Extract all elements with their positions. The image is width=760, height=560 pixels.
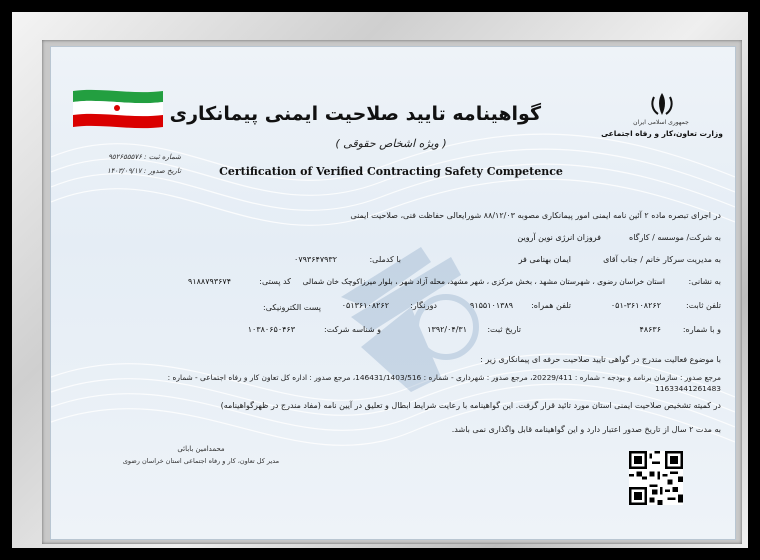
validity-line: به مدت ۲ سال از تاریخ صدور اعتبار دارد و این گواهینامه قابل واگذاری نمی باشد.: [451, 425, 721, 434]
ministry-line2: وزارت تعاون،کار و رفاه اجتماعی: [601, 129, 723, 138]
national-code-label: با کدملی:: [369, 255, 401, 264]
address-value: استان خراسان رضوی ، شهرستان مشهد ، بخش مرکزی ، شهر مشهد، محله آزاد شهر ، بلوار میرزاکوچک خان شمالی: [302, 277, 665, 286]
reg-date-value: ۱۳۹۲/۰۴/۳۱: [427, 325, 467, 334]
signer-name: محمدامین بابائی: [177, 445, 225, 453]
address-label: به نشانی:: [688, 277, 721, 286]
company-value: فروزان انرژی نوین آروین: [517, 233, 601, 242]
registration-number: شماره ثبت : ۹۵۲۶۵۵۵۷۶: [108, 153, 181, 161]
company-label: به شرکت/ موسسه / کارگاه: [629, 233, 721, 242]
number-value: ۴۸۶۳۶: [639, 325, 661, 334]
intro-text: در اجرای تبصره ماده ۲ آئین نامه ایمنی امور پیمانکاری مصوبه ۸۸/۱۲/۰۳ شورایعالی حفاظت فنی، صلاحیت ایمنی: [350, 211, 721, 220]
certificate-subtitle: ( ویژه اشخاص حقوقی ): [335, 137, 447, 150]
postal-label: کد پستی:: [259, 277, 291, 286]
reference-line1: مرجع صدور : سازمان برنامه و بودجه - شماره : 20229/411، مرجع صدور : شهرداری - شماره : 146431/1403/516، مرجع صدور : اداره کل تعاون کار و رفاه اجتماعی - شماره :: [167, 373, 721, 382]
company-id-value: ۱۰۳۸۰۶۵۰۴۶۳: [247, 325, 295, 334]
qr-code-icon: [629, 451, 683, 505]
signer-title: مدیر کل تعاون، کار و رفاه اجتماعی استان خراسان رضوی: [122, 457, 280, 465]
number-label: و با شماره:: [682, 325, 721, 334]
phone-label: تلفن ثابت:: [686, 301, 721, 310]
email-label: پست الکترونیکی:: [263, 303, 321, 312]
reference-line2: 11633441261483: [655, 384, 721, 393]
mobile-label: تلفن همراه:: [531, 301, 571, 310]
frame-bevel: [12, 12, 748, 548]
company-id-label: و شناسه شرکت:: [324, 325, 381, 334]
mobile-value: ۹۱۵۵۱۰۱۳۸۹: [470, 301, 513, 310]
ministry-line1: جمهوری اسلامی ایران: [633, 119, 689, 126]
phone-value: ۰۵۱-۳۶۱۰۸۲۶۲: [610, 301, 661, 310]
fax-label: دورنگار:: [410, 301, 437, 310]
certificate-title-en: Certification of Verified Contracting Safety Competence: [219, 165, 563, 178]
certificate-title: گواهینامه تایید صلاحیت ایمنی پیمانکاری: [169, 103, 541, 125]
iran-flag-icon: [71, 87, 165, 131]
reg-date-label: تاریخ ثبت:: [487, 325, 521, 334]
manager-value: ایمان بهنامی فر: [518, 255, 571, 264]
national-code-value: ۰۷۹۳۶۴۷۹۳۲: [294, 255, 337, 264]
manager-label: به مدیریت سرکار خانم / جناب آقای: [603, 255, 721, 264]
activity-line: با موضوع فعالیت مندرج در گواهی تایید صلاحیت حرفه ای پیمانکاری زیر :: [480, 355, 721, 364]
postal-value: ۹۱۸۸۷۹۳۶۷۴: [188, 277, 231, 286]
committee-line: در کمیته تشخیص صلاحیت ایمنی استان مورد تائید قرار گرفت. این گواهینامه با رعایت شرایط ابطال و تعلیق در آیین نامه (مفاد مندرج در ظهرگواهینامه): [220, 401, 721, 410]
frame-mat: [42, 40, 742, 544]
certificate-paper: [50, 46, 736, 540]
fax-value: ۰۵۱۳۶۱۰۸۲۶۲: [341, 301, 389, 310]
issue-date: تاریخ صدور : ۱۴۰۳/۰۹/۱۷: [106, 167, 181, 175]
iran-emblem-icon: [649, 91, 675, 117]
